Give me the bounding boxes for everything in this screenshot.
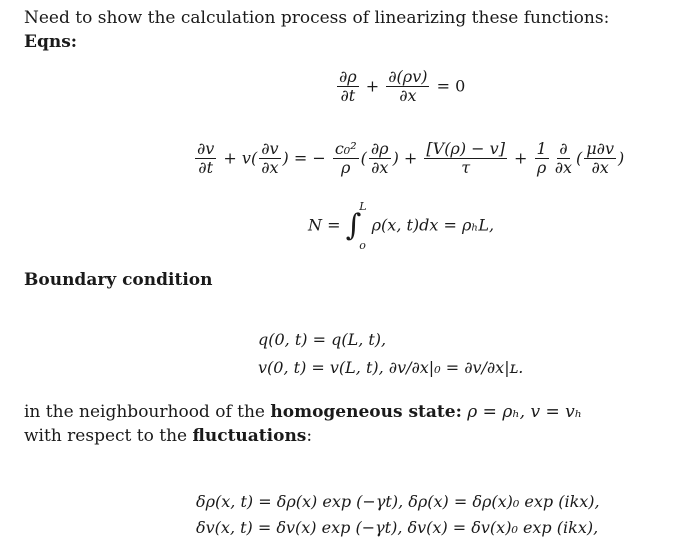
integral-sign: ∫ L o <box>345 200 367 252</box>
frac-numerator: μ∂v <box>586 139 614 158</box>
frac-numerator: ∂v <box>197 139 215 158</box>
bold-text: homogeneous state: <box>270 402 462 422</box>
frac-denominator: ∂t <box>198 158 213 178</box>
frac-numerator: c₀² <box>334 139 357 158</box>
frac-denominator: ∂x <box>591 158 609 178</box>
neighbourhood-line-2 <box>24 426 312 446</box>
expr-part: ) = − <box>282 148 326 168</box>
intro-text: Need to show the calculation process of linearizing these functions: <box>24 8 610 28</box>
operator: + <box>514 148 528 168</box>
integral-lower-limit: o <box>359 239 366 252</box>
state-expression: ρ = ρₕ, v = vₕ <box>461 402 583 422</box>
frac-numerator: ∂ <box>559 139 568 158</box>
frac-denominator: τ <box>461 158 471 178</box>
boundary-eq-2: v(0, t) = v(L, t), ∂v/∂x|₀ = ∂v/∂x|ʟ. <box>258 358 524 377</box>
frac-denominator: ρ <box>341 158 351 178</box>
frac-numerator: ∂(ρv) <box>388 67 428 86</box>
expr-part: + v( <box>223 148 258 168</box>
integral-upper-limit: L <box>359 200 367 213</box>
frac-denominator: ρ <box>536 158 547 178</box>
fluctuation-eq-2: δv(x, t) = δv(x) exp (−γt), δv(x) = δv(x)₀ exp (ikx), <box>196 518 599 537</box>
conservation-equation <box>308 200 494 252</box>
expr-part: ) + <box>392 148 418 168</box>
operator: + <box>365 76 380 96</box>
continuity-equation <box>335 68 465 106</box>
text-part: in the neighbourhood of the <box>24 402 271 422</box>
frac-denominator: ∂x <box>554 158 573 178</box>
fluctuation-eq-1: δρ(x, t) = δρ(x) exp (−γt), δρ(x) = δρ(x)₀ exp (ikx), <box>196 492 600 511</box>
frac-denominator: ∂t <box>340 86 356 106</box>
eqns-heading: Eqns: <box>24 32 78 52</box>
bold-text: fluctuations <box>192 426 307 446</box>
frac-denominator: ∂x <box>371 158 389 178</box>
frac-numerator: 1 <box>536 139 547 158</box>
frac-denominator: ∂x <box>261 158 279 178</box>
boundary-heading: Boundary condition <box>24 270 213 290</box>
frac-numerator: ∂ρ <box>370 139 389 158</box>
equation-rhs: = 0 <box>436 76 466 96</box>
frac-numerator: ∂v <box>261 139 279 158</box>
frac-numerator: ∂ρ <box>339 67 357 86</box>
equation-lhs: N = <box>308 215 341 235</box>
text-part: : <box>306 426 313 446</box>
neighbourhood-line-1 <box>24 402 582 422</box>
boundary-eq-1: q(0, t) = q(L, t), <box>258 330 387 349</box>
expr-part: ( <box>360 148 367 168</box>
frac-numerator: [V(ρ) − v] <box>426 139 505 158</box>
frac-denominator: ∂x <box>399 86 417 106</box>
integrand: ρ(x, t)dx = ρₕL, <box>371 215 495 235</box>
text-part: with respect to the <box>24 426 193 446</box>
expr-part: ) <box>617 148 625 168</box>
expr-part: ( <box>576 148 583 168</box>
momentum-equation <box>193 140 624 178</box>
